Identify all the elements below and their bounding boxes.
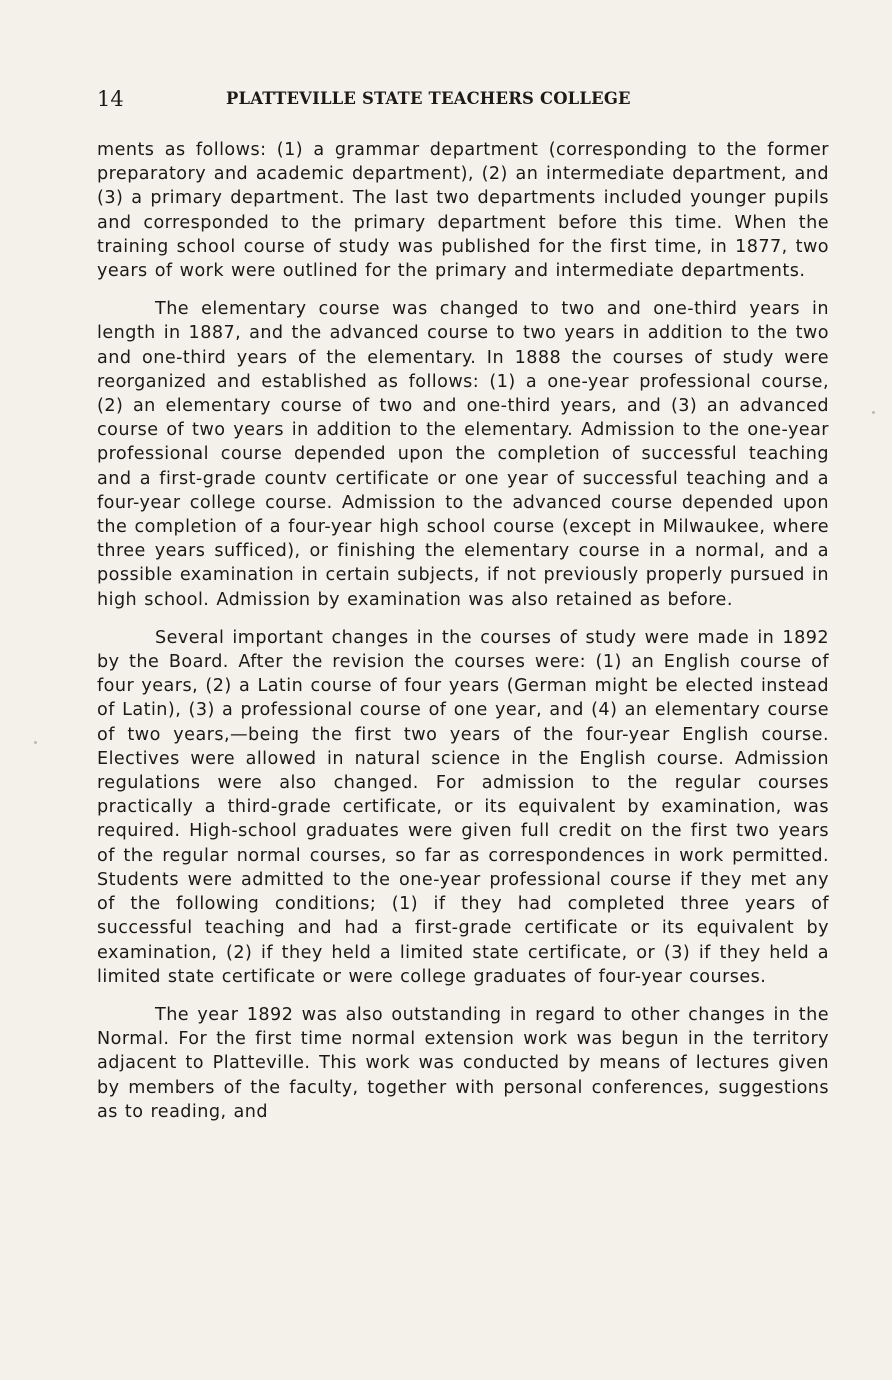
body-text <box>97 138 829 1138</box>
paragraph-2: The elementary course was changed to two and one-third years in length in 1887, and the advanced course to two years in addition to the two and one-third years of the elementary. In 1888 the courses of study were reorganized and established as follows: (1) a one-year professional course, (2) an elementary course of two and one-third years, and (3) an advanced course of two years in addition to the elementary. Admission to the one-year professional course depended upon the completion of successful teaching and a first-grade countv certificate or one year of successful teaching and a four-year college course. Admission to the advanced course depended upon the completion of a four-year high school course (except in Milwaukee, where three years sufficed), or finishing the elementary course in a normal, and a possible examination in certain subjects, if not previously properly pursued in high school. Admission by examination was also retained as before. <box>97 299 829 610</box>
running-head-title: PLATTEVILLE STATE TEACHERS COLLEGE <box>226 89 631 108</box>
page-number: 14 <box>97 87 124 111</box>
paragraph-1: ments as follows: (1) a grammar department (corresponding to the former preparatory and academic department), (2) an intermediate department, and (3) a primary department. The last two departments included younger pupils and corresponded to the primary department before this time. When the training school course of study was published for the first time, in 1877, two years of work were outlined for the primary and intermediate departments. <box>97 140 829 282</box>
paper-speck <box>34 741 37 744</box>
paragraph-4: The year 1892 was also outstanding in regard to other changes in the Normal. For the first time normal extension work was begun in the territory adjacent to Platteville. This work was conducted by means of lectures given by members of the faculty, together with personal conferences, suggestions as to reading, and <box>97 1004 829 1122</box>
paper-speck <box>872 411 875 414</box>
page-header <box>97 86 829 112</box>
paragraph-3: Several important changes in the courses of study were made in 1892 by the Board. After the revision the courses were: (1) an English course of four years, (2) a Latin course of four years (German might be elected instead of Latin), (3) a professional course of one year, and (4) an elementary course of two years,—being the first two years of the four-year English course. Electives were allowed in natural science in the English course. Admission regulations were also changed. For admission to the regular courses practically a third-grade certificate, or its equivalent by examination, was required. High-school graduates were given full credit on the first two years of the regular normal courses, so far as correspondences in work permitted. Students were admitted to the one-year professional course if they met any of the following conditions; (1) if they had completed three years of successful teaching and had a first-grade certificate or its equivalent by examination, (2) if they held a limited state certificate, or (3) if they held a limited state certificate or were college graduates of four-year courses. <box>97 627 829 987</box>
